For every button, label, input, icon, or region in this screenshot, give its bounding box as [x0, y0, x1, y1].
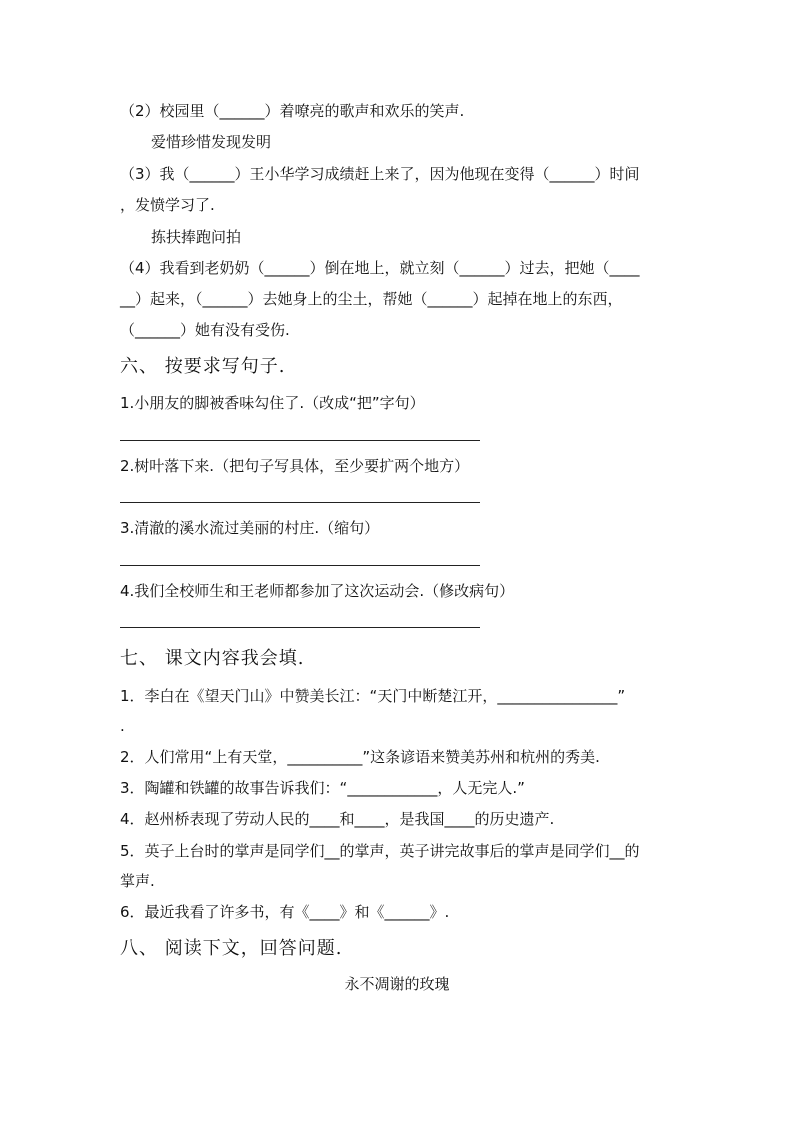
q4-line-1: （4）我看到老奶奶（______）倒在地上，就立刻（______）过去，把她（____: [120, 259, 640, 277]
q3-line-2: ，发愤学习了.: [120, 196, 215, 214]
fill-item-6: 6．最近我看了许多书，有《____》和《______》.: [120, 903, 450, 921]
fill-item-1: 1．李白在《望天门山》中赞美长江：“天门中断楚江开，________________”: [120, 687, 626, 705]
rewrite-item-4: 4.我们全校师生和王老师都参加了这次运动会.（修改病句）: [120, 582, 515, 600]
fill-item-1-cont: .: [120, 717, 125, 735]
word-bank-3: 爱惜珍惜发现发明: [151, 133, 272, 151]
q4-line-2: __）起来，（______）去她身上的尘土，帮她（______）起掉在地上的东西，: [120, 290, 623, 308]
fill-item-5: 5．英子上台时的掌声是同学们__的掌声，英子讲完故事后的掌声是同学们__的: [120, 842, 640, 860]
answer-line-4: [120, 627, 480, 628]
word-bank-4: 拣扶捧跑问拍: [151, 228, 242, 246]
q3-line-1: （3）我（______）王小华学习成绩赶上来了，因为他现在变得（______）时间: [120, 165, 640, 183]
q4-line-3: （______）她有没有受伤.: [120, 321, 290, 339]
answer-line-1: [120, 440, 480, 441]
answer-line-3: [120, 565, 480, 566]
story-title: 永不凋谢的玫瑰: [344, 975, 450, 993]
fill-item-4: 4．赵州桥表现了劳动人民的____和____，是我国____的历史遗产.: [120, 810, 555, 828]
section-8-heading: 八、 阅读下文，回答问题.: [120, 938, 343, 959]
rewrite-item-2: 2.树叶落下来.（把句子写具体，至少要扩两个地方）: [120, 457, 470, 475]
fill-item-3: 3．陶罐和铁罐的故事告诉我们：“____________，人无完人.”: [120, 779, 525, 797]
section-7-heading: 七、 课文内容我会填.: [120, 648, 305, 669]
section-6-heading: 六、 按要求写句子.: [120, 356, 286, 377]
answer-line-2: [120, 502, 480, 503]
fill-item-5-cont: 掌声.: [120, 872, 155, 890]
q2-text: （2）校园里（______）着嘹亮的歌声和欢乐的笑声.: [120, 102, 465, 120]
rewrite-item-1: 1.小朋友的脚被香味勾住了.（改成“把”字句）: [120, 394, 425, 412]
rewrite-item-3: 3.清澈的溪水流过美丽的村庄.（缩句）: [120, 519, 380, 537]
fill-item-2: 2．人们常用“上有天堂，__________”这条谚语来赞美苏州和杭州的秀美.: [120, 748, 600, 766]
